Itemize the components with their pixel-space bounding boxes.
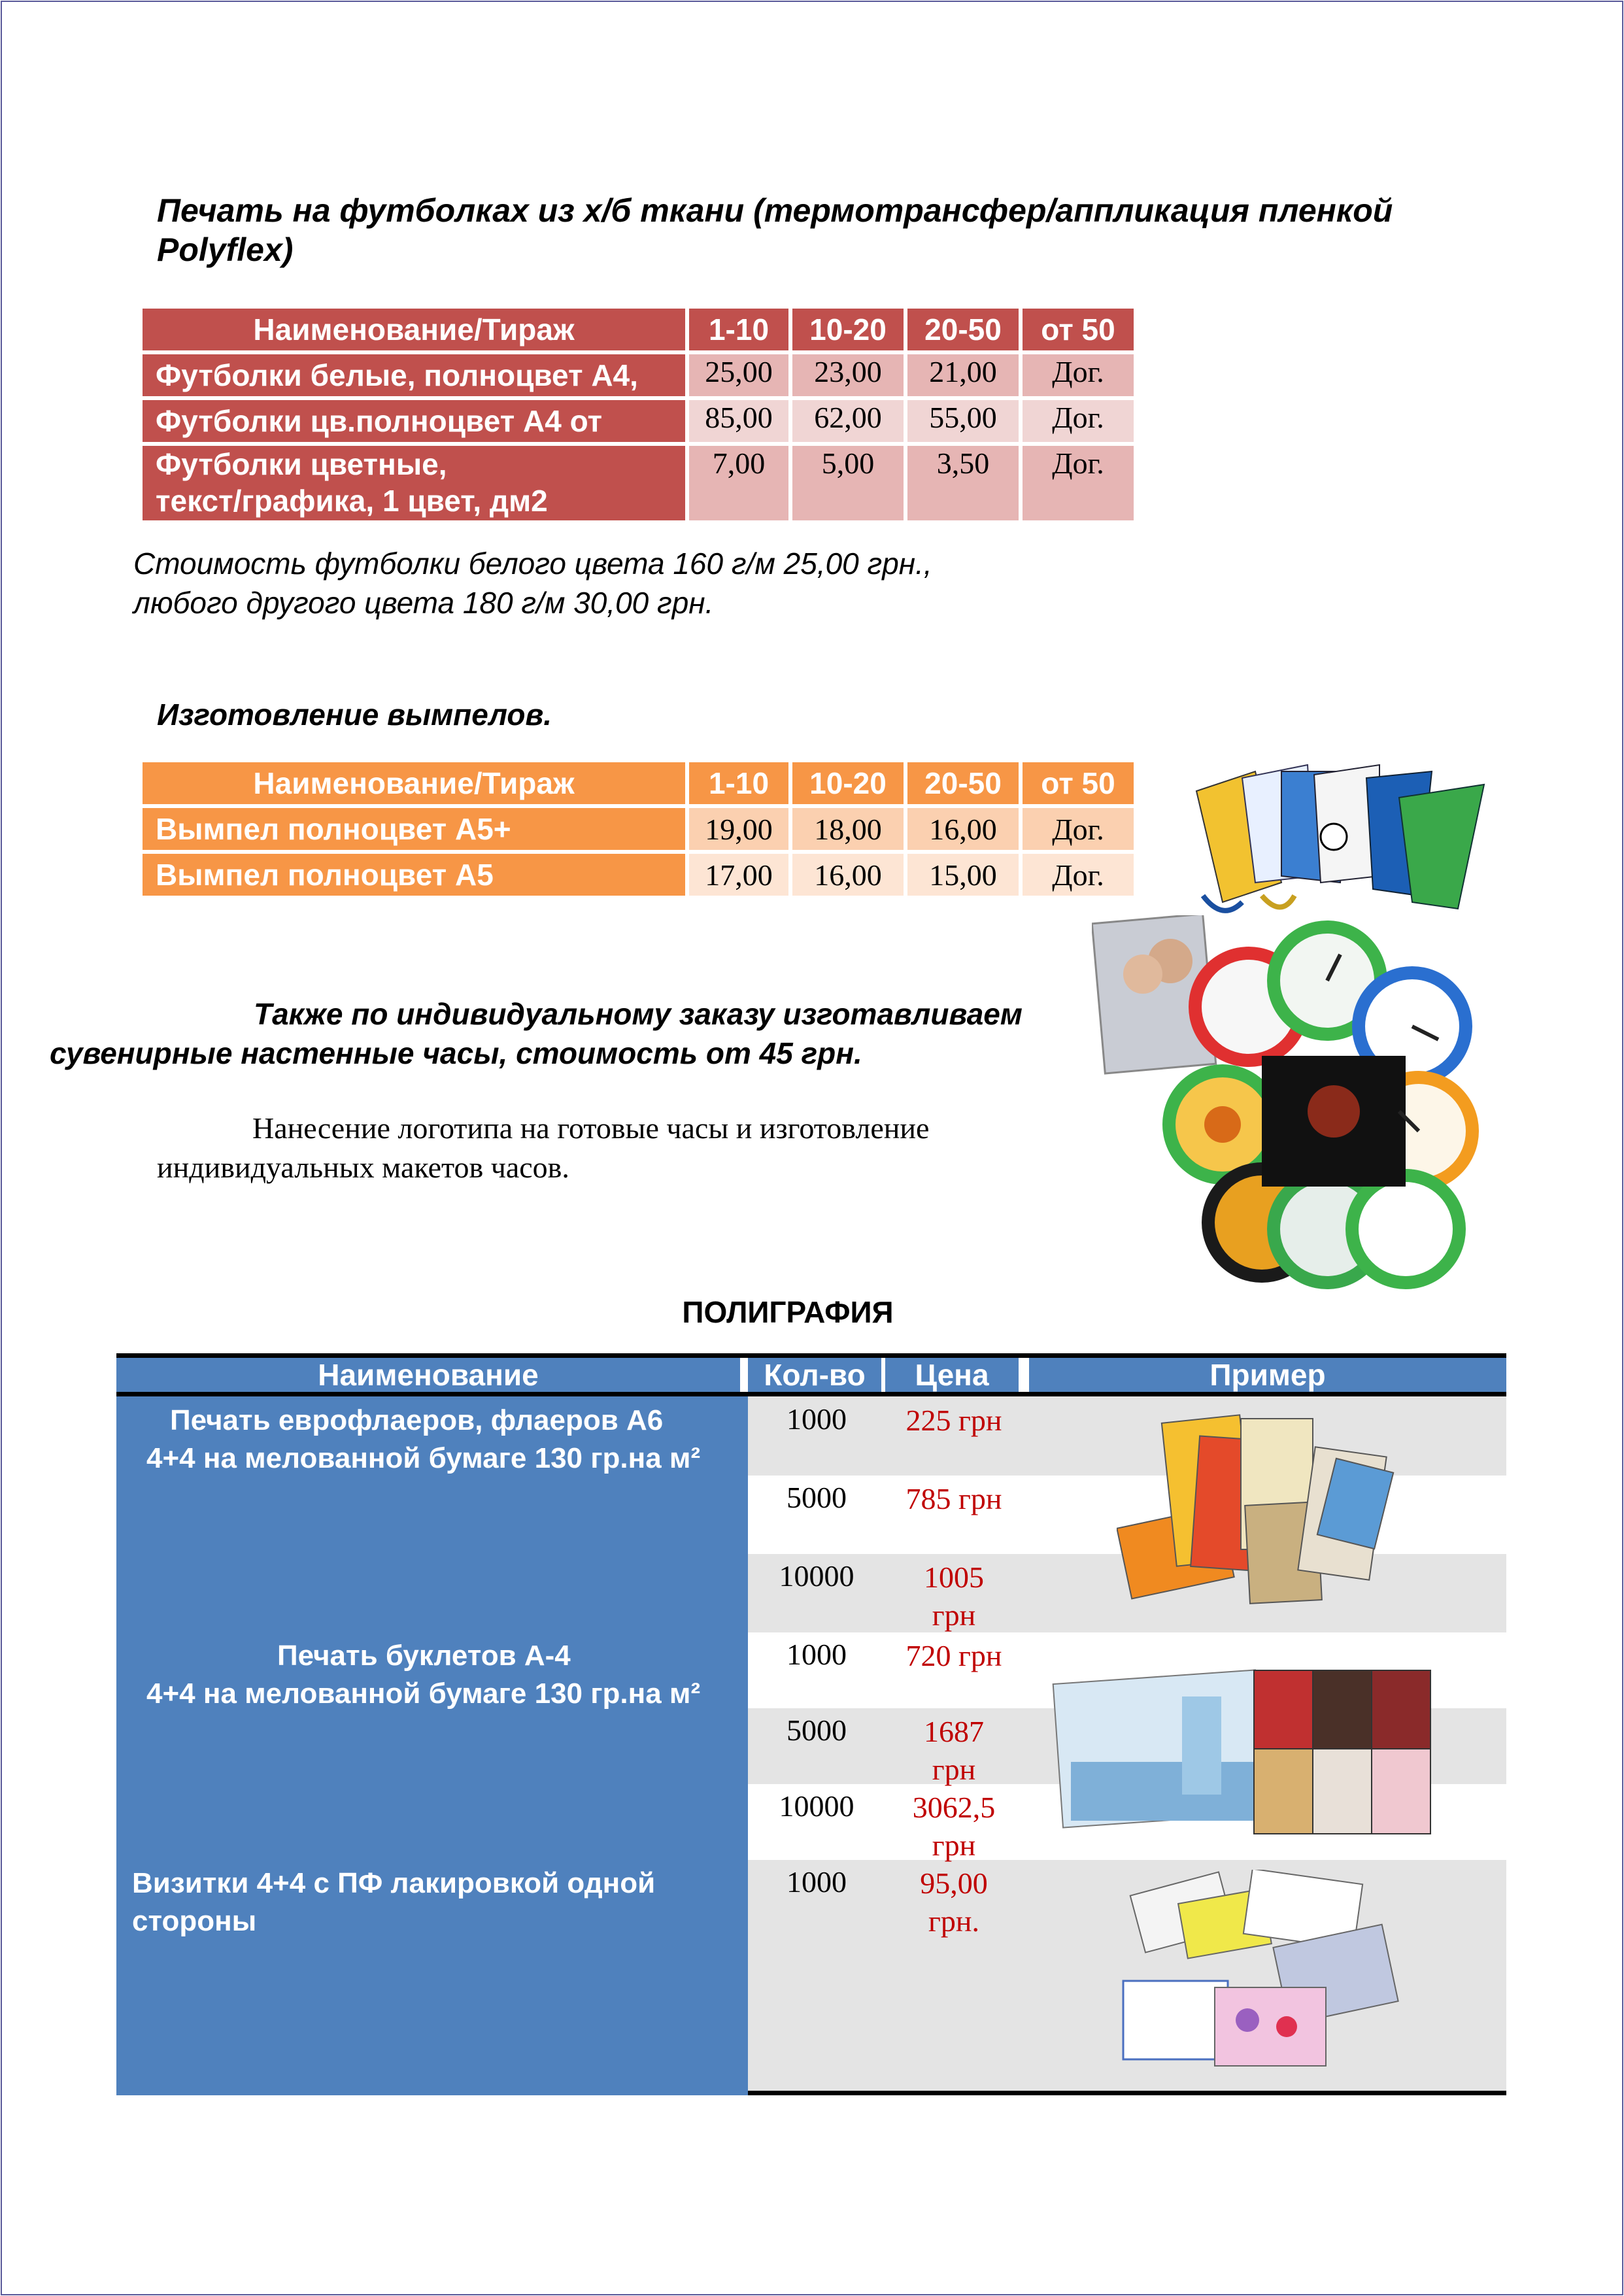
- price-cell: 23,00: [792, 354, 904, 396]
- qty-cell: 10000: [779, 1789, 854, 1823]
- price-line1: 785 грн: [905, 1482, 1002, 1515]
- qty-cell: 1000: [787, 1638, 847, 1671]
- booklets-example-image: [1051, 1657, 1444, 1853]
- cards-name-line2: стороны: [132, 1905, 257, 1937]
- tshirt-price-table: [139, 305, 1138, 524]
- price-cell: [885, 1789, 1023, 1865]
- price-cell: [885, 1559, 1023, 1634]
- flyers-example-image: [1117, 1406, 1411, 1621]
- price-line1: 95,00: [920, 1866, 988, 1900]
- price-cell: [885, 1713, 1023, 1789]
- col-header-qty: Кол-во: [748, 1358, 881, 1392]
- price-cell: Дог.: [1023, 400, 1134, 442]
- price-line1: 3062,5: [912, 1791, 996, 1824]
- tshirt-note-line1: Стоимость футболки белого цвета 160 г/м 25,00 грн.,: [133, 547, 932, 581]
- price-cell: 16,00: [907, 808, 1019, 850]
- price-line2: грн: [932, 1829, 976, 1862]
- price-cell: 7,00: [689, 446, 788, 520]
- qty-cell: 5000: [787, 1481, 847, 1514]
- price-cell: Дог.: [1023, 854, 1134, 896]
- qty-cell: 10000: [779, 1559, 854, 1593]
- price-line1: 720 грн: [905, 1639, 1002, 1672]
- price-cell: [885, 1480, 1023, 1518]
- price-cell: Дог.: [1023, 808, 1134, 850]
- price-line2: грн.: [928, 1904, 979, 1938]
- price-cell: [885, 1402, 1023, 1440]
- clocks-image: [1092, 915, 1497, 1294]
- col-header-10-20: 10-20: [792, 309, 904, 350]
- qty-cell: 5000: [787, 1714, 847, 1747]
- table-rule-header: [116, 1392, 1506, 1396]
- qty-cell: 1000: [787, 1402, 847, 1436]
- table-row: [143, 808, 1134, 850]
- col-header-from-50: от 50: [1023, 762, 1134, 804]
- price-cell: 85,00: [689, 400, 788, 442]
- price-cell: 3,50: [907, 446, 1019, 520]
- flyers-name-line1: Печать еврофлаеров, флаеров А6: [170, 1404, 664, 1436]
- clocks-offer-line1: Также по индивидуальному заказу изготавливаем: [254, 997, 1023, 1031]
- price-line1: 1687: [924, 1715, 984, 1748]
- price-cell: 16,00: [792, 854, 904, 896]
- col-header-from-50: от 50: [1023, 309, 1134, 350]
- cards-example-image: [1117, 1870, 1417, 2085]
- qty-cell: 1000: [787, 1865, 847, 1899]
- booklets-name-line2: 4+4 на мелованной бумаге 130 гр.на м²: [146, 1678, 701, 1710]
- row-name: [143, 446, 685, 520]
- tshirt-section-title: Печать на футболках из х/б ткани (термотрансфер/аппликация пленкой Polyflex): [157, 192, 1393, 268]
- pennants-section-title: Изготовление вымпелов.: [157, 698, 552, 732]
- table-row: [143, 354, 1134, 396]
- col-header-name: Наименование/Тираж: [143, 309, 685, 350]
- tshirt-note-line2: любого другого цвета 180 г/м 30,00 грн.: [133, 586, 714, 620]
- price-line2: грн: [932, 1598, 976, 1632]
- table-rule-top: [116, 1353, 1506, 1358]
- row-name-line1: Футболки цветные,: [156, 447, 447, 481]
- price-cell: Дог.: [1023, 354, 1134, 396]
- booklets-name-line1: Печать буклетов А-4: [277, 1640, 571, 1672]
- row-name: Футболки белые, полноцвет А4,: [143, 354, 685, 396]
- polygraphy-table: [116, 1353, 1506, 2095]
- clocks-description: [157, 1109, 929, 1187]
- price-line2: грн: [932, 1753, 976, 1786]
- price-cell: 18,00: [792, 808, 904, 850]
- clocks-description-line2: индивидуальных макетов часов.: [157, 1151, 569, 1184]
- row-name: Футболки цв.полноцвет А4 от: [143, 400, 685, 442]
- col-header-20-50: 20-50: [907, 309, 1019, 350]
- price-cell: 25,00: [689, 354, 788, 396]
- price-cell: 19,00: [689, 808, 788, 850]
- col-header-price: Цена: [885, 1358, 1019, 1392]
- cards-name-line1: Визитки 4+4 с ПФ лакировкой одной: [132, 1867, 656, 1899]
- price-cell: 15,00: [907, 854, 1019, 896]
- name-column: [116, 1396, 748, 2095]
- col-header-20-50: 20-50: [907, 762, 1019, 804]
- pennants-image: [1183, 752, 1497, 922]
- price-cell: Дог.: [1023, 446, 1134, 520]
- pennants-price-table: [139, 758, 1138, 900]
- col-header-name: Наименование: [116, 1358, 740, 1392]
- price-cell: 21,00: [907, 354, 1019, 396]
- col-header-name: Наименование/Тираж: [143, 762, 685, 804]
- col-header-10-20: 10-20: [792, 762, 904, 804]
- price-cell: [885, 1637, 1023, 1675]
- flyers-name-line2: 4+4 на мелованной бумаге 130 гр.на м²: [146, 1442, 701, 1474]
- table-row: [143, 400, 1134, 442]
- price-line1: 225 грн: [905, 1404, 1002, 1437]
- price-cell: 17,00: [689, 854, 788, 896]
- price-cell: 62,00: [792, 400, 904, 442]
- polygraphy-title: ПОЛИГРАФИЯ: [682, 1295, 894, 1329]
- table-row: [143, 854, 1134, 896]
- col-header-1-10: 1-10: [689, 309, 788, 350]
- col-header-1-10: 1-10: [689, 762, 788, 804]
- price-cell: [885, 1865, 1023, 1940]
- table-rule-bottom: [748, 2091, 1506, 2095]
- col-header-example: Пример: [1029, 1358, 1506, 1392]
- clocks-offer-line2: сувенирные настенные часы, стоимость от 45 грн.: [50, 1036, 862, 1070]
- tshirt-note: [133, 544, 932, 622]
- price-line1: 1005: [924, 1561, 984, 1594]
- row-name: Вымпел полноцвет А5+: [143, 808, 685, 850]
- price-cell: 5,00: [792, 446, 904, 520]
- row-name-line2: текст/графика, 1 цвет, дм2: [156, 484, 548, 518]
- table-row: [143, 446, 1134, 520]
- price-cell: 55,00: [907, 400, 1019, 442]
- row-name: Вымпел полноцвет А5: [143, 854, 685, 896]
- clocks-description-line1: Нанесение логотипа на готовые часы и изготовление: [252, 1111, 930, 1145]
